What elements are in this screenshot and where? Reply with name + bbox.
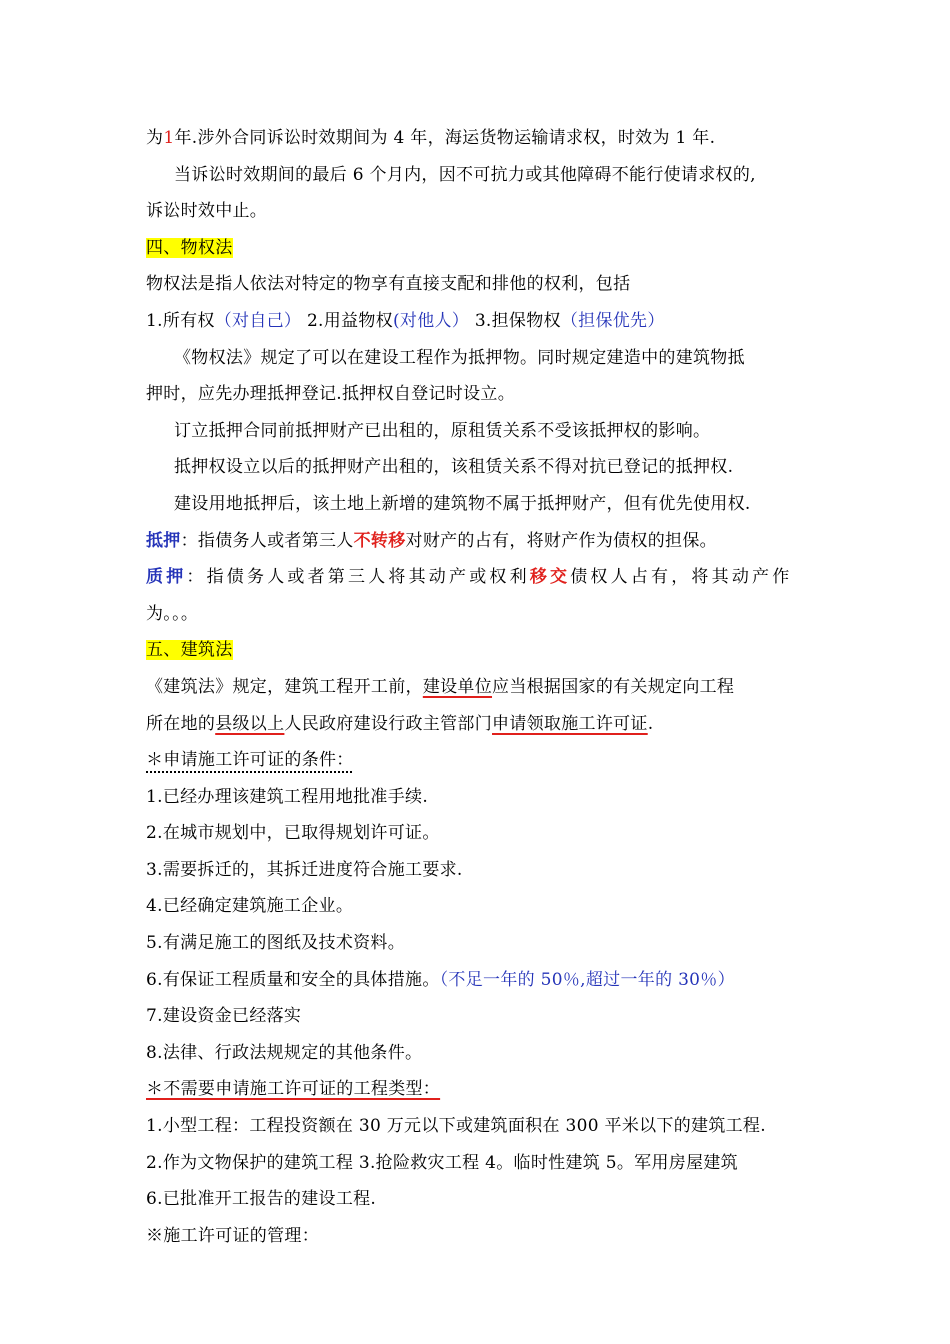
text: 所在地的 <box>146 713 216 734</box>
paragraph-line: 抵押权设立以后的抵押财产出租的，该租赁关系不得对抗已登记的抵押权. <box>174 457 734 478</box>
text-line <box>146 706 814 743</box>
list-item: 2.作为文物保护的建筑工程 3.抢险救灾工程 4。临时性建筑 5。军用房屋建筑 <box>146 1152 738 1173</box>
list-item: 6.已批准开工报告的建设工程. <box>146 1189 377 1210</box>
list-item: 8.法律、行政法规规定的其他条件。 <box>146 1042 423 1063</box>
note: （不足一年的 50％,超过一年的 30％） <box>439 969 735 990</box>
dotted-emphasis-text: ＊申请施工许可证的条件： <box>146 750 354 771</box>
text-line: 物权法是指人依法对特定的物享有直接支配和排他的权利，包括 <box>146 274 631 295</box>
text: . <box>647 713 654 734</box>
text: 为 <box>146 128 164 148</box>
highlight-number: 1 <box>163 128 175 148</box>
text: 3.担保物权 <box>469 310 561 331</box>
list-item: 1.已经办理该建筑工程用地批准手续. <box>146 786 429 807</box>
note: （对自己） <box>214 310 302 331</box>
subheading: ※施工许可证的管理： <box>146 1225 319 1246</box>
text: 《建筑法》规定，建筑工程开工前， <box>146 676 423 697</box>
definition-line <box>146 559 814 596</box>
list-item <box>146 962 814 999</box>
keyword: 移交 <box>529 567 571 588</box>
term: 抵押 <box>146 530 181 551</box>
text-line: 为。。。 <box>146 603 199 624</box>
subheading <box>146 1071 814 1108</box>
list-item: 3.需要拆迁的，其拆迁进度符合施工要求. <box>146 859 463 880</box>
list-item: 4.已经确定建筑施工企业。 <box>146 896 354 917</box>
underlined-text: 申请领取施工许可证 <box>492 713 648 734</box>
list-item: 7.建设资金已经落实 <box>146 1006 302 1027</box>
underlined-text: 县级以上 <box>215 713 285 734</box>
text-line: 押时，应先办理抵押登记.抵押权自登记时设立。 <box>146 384 516 405</box>
keyword: 不转移 <box>353 530 406 551</box>
subheading <box>146 742 814 779</box>
section-heading <box>146 632 814 669</box>
paragraph-line: 当诉讼时效期间的最后 6 个月内，因不可抗力或其他障碍不能行使请求权的, <box>174 164 756 185</box>
text: ：指债务人或者第三人 <box>180 530 354 551</box>
text: 1.所有权 <box>146 310 215 331</box>
paragraph-line: 《物权法》规定了可以在建设工程作为抵押物。同时规定建造中的建筑物抵 <box>174 347 745 368</box>
list-item: 5.有满足施工的图纸及技术资料。 <box>146 933 406 954</box>
underlined-text: 建设单位 <box>422 676 493 697</box>
heading-text: 四、物权法 <box>146 237 233 258</box>
paragraph-line: 订立抵押合同前抵押财产已出租的，原租赁关系不受该抵押权的影响。 <box>174 420 711 441</box>
list-item: 1.小型工程：工程投资额在 30 万元以下或建筑面积在 300 平米以下的建筑工程. <box>146 1116 766 1137</box>
list-item: 2.在城市规划中，已取得规划许可证。 <box>146 823 440 844</box>
text: 债权人占有，将其动产作 <box>570 567 793 588</box>
text: 2.用益物权 <box>301 310 393 331</box>
text-line <box>146 669 814 706</box>
term: 质押 <box>146 567 187 588</box>
underlined-text: ＊不需要申请施工许可证的工程类型： <box>146 1079 441 1100</box>
document-page <box>146 120 814 1254</box>
text-line <box>146 120 814 157</box>
text: 对财产的占有，将财产作为债权的担保。 <box>405 530 717 551</box>
text: ：指债务人或者第三人将其动产或权利 <box>186 567 530 588</box>
text: 年.涉外合同诉讼时效期间为 4 年，海运货物运输请求权，时效为 1 年. <box>174 128 716 148</box>
text: 人民政府建设行政主管部门 <box>284 713 493 734</box>
note: (对他人） <box>392 310 470 331</box>
note: （担保优先） <box>560 310 665 331</box>
text: 6.有保证工程质量和安全的具体措施。 <box>146 969 440 990</box>
text: 应当根据国家的有关规定向工程 <box>492 676 735 697</box>
heading-text: 五、建筑法 <box>146 640 233 661</box>
text-line: 诉讼时效中止。 <box>146 201 268 222</box>
text-line <box>146 303 814 340</box>
section-heading <box>146 230 814 267</box>
paragraph-line: 建设用地抵押后，该土地上新增的建筑物不属于抵押财产，但有优先使用权. <box>174 493 751 514</box>
definition-line <box>146 523 814 560</box>
